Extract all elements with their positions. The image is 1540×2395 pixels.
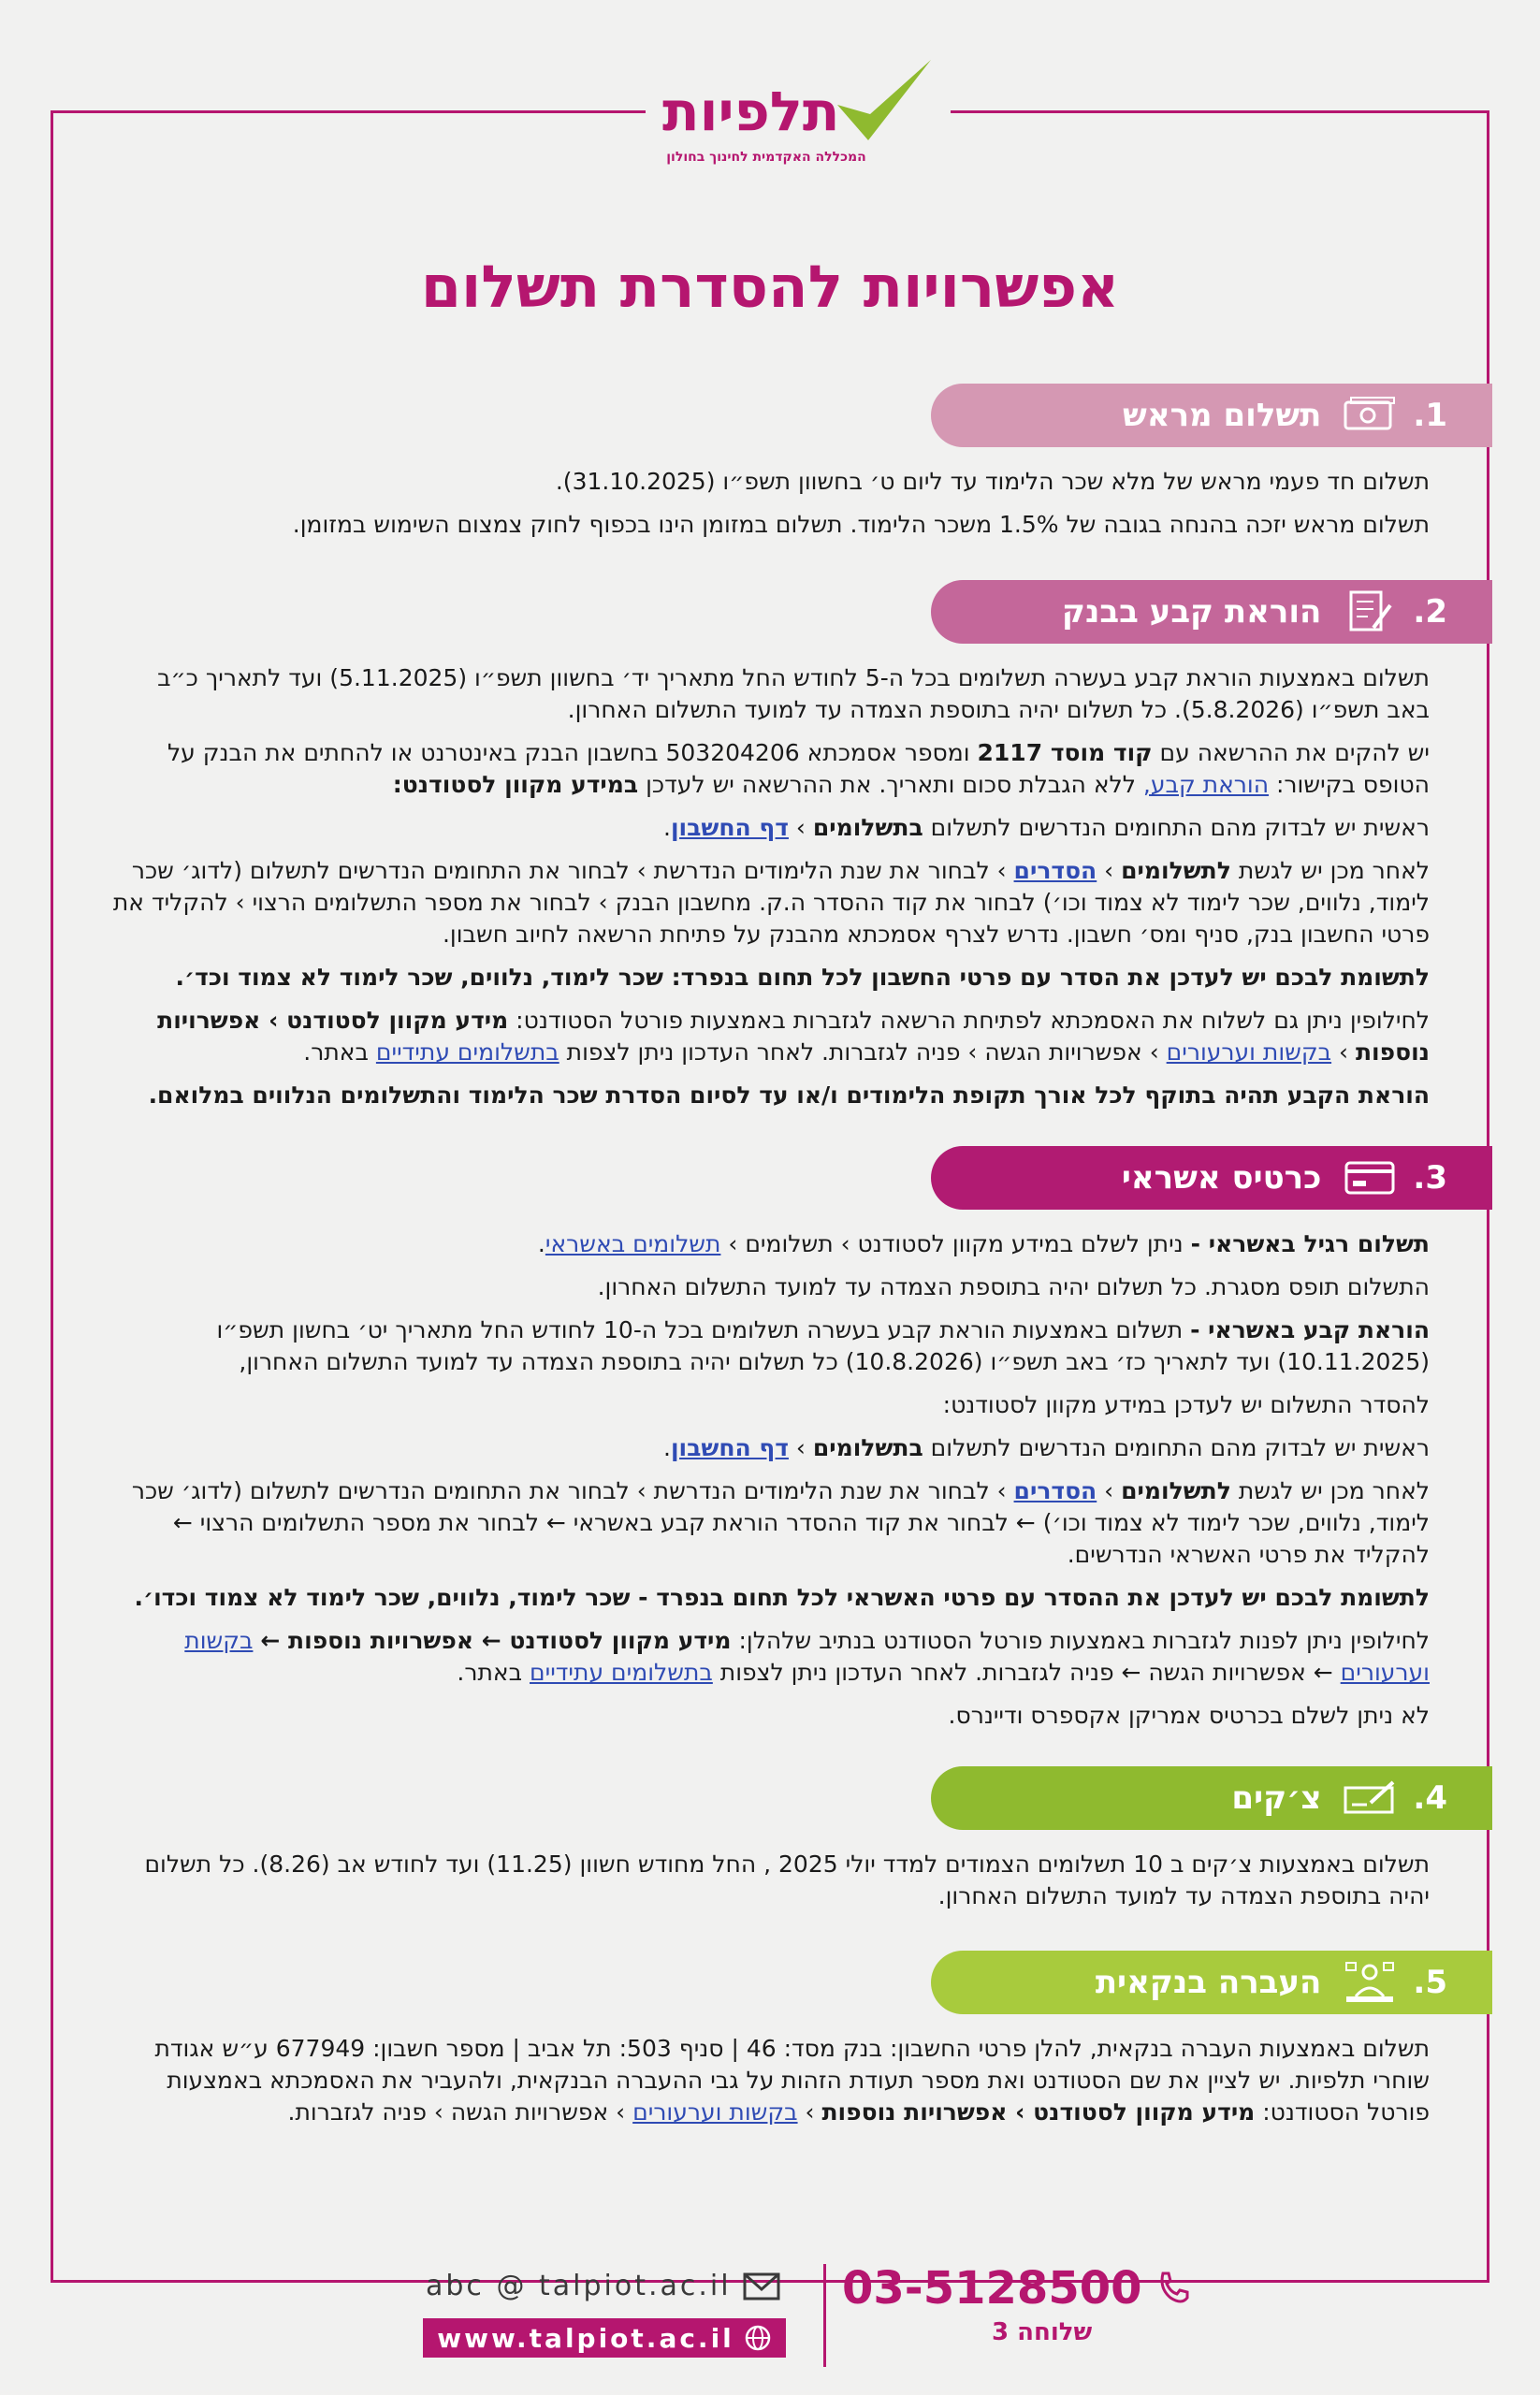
paragraph: תשלום חד פעמי מראש של מלא שכר הלימוד עד ליום ט׳ בחשוון תשפ״ו (31.10.2025). (555, 468, 1430, 495)
section-title: כרטיס אשראי (1121, 1159, 1322, 1197)
paragraph: לחילופין ניתן לפנות לגזברות באמצעות פורטל הסטודנט בנתיב שלהלן: מידע מקוון לסטודנט ← אפשרויות נוספות ← בקשות וערעורים ← אפשרויות הגשה ← פניה לגזברות. לאחר העדכון ניתן לצפות בתשלומים עתידיים באתר. (184, 1627, 1430, 1686)
requests-appeals-link[interactable]: בקשות וערעורים (184, 1627, 1430, 1686)
section-title: העברה בנקאית (1095, 1964, 1322, 2001)
section-title: צ׳קים (1231, 1779, 1322, 1817)
paragraph: לאחר מכן יש לגשת לתשלומים › הסדרים › לבחור את שנת הלימודים הנדרשת › לבחור את התחומים הנדרשים לתשלום (לדוג׳ שכר לימוד, נלווים, שכר לימוד לא צמוד וכו׳) לבחור את קוד ההסדר ה.ק. מחשבון הבנק › לבחור את מספר התשלומים הרצוי › להקליד את פרטי החשבון בנק, סניף ומס׳ חשבון. נדרש לצרף אסמכתא מהבנק על פתיחת הרשאה לחיוב חשבון. (112, 857, 1430, 948)
logo-subtitle: המכללה האקדמית לחינוך בחולון (666, 150, 866, 165)
checkmark-icon (833, 56, 936, 150)
paragraph: לתשומת לבכם יש לעדכן את הסדר עם פרטי החשבון לכל תחום בנפרד: שכר לימוד, נלווים, שכר לימוד לא צמוד וכד׳. (175, 964, 1430, 991)
logo (646, 56, 951, 174)
bank-transfer-icon (1340, 1958, 1400, 2007)
email-address[interactable]: abc @ talpiot.ac.il (426, 2270, 780, 2302)
requests-appeals-link[interactable]: בקשות וערעורים (632, 2098, 798, 2126)
credit-payments-link[interactable]: תשלומים באשראי (545, 1230, 721, 1257)
section-number: 5. (1413, 1964, 1447, 2001)
section-title: תשלום מראש (1123, 397, 1322, 434)
phone-icon (1154, 2270, 1191, 2307)
requests-appeals-link[interactable]: בקשות וערעורים (1166, 1038, 1332, 1066)
phone-number[interactable]: 03-5128500 (842, 2262, 1191, 2315)
arrangements-link[interactable]: הסדרים (1013, 857, 1097, 884)
paragraph: הוראת הקבע תהיה בתוקף לכל אורך תקופת הלימודים ו/או עד לסיום הסדרת שכר הלימוד והתשלומים הנלווים במלואם. (148, 1081, 1430, 1109)
section-number: 1. (1413, 397, 1447, 434)
paragraph: יש להקים את ההרשאה עם קוד מוסד 2117 ומספר אסמכתא 503204206 בחשבון הבנק באינטרנט או להחתים את הבנק על הטופס בקישור: הוראת קבע, ללא הגבלת סכום ותאריך. את ההרשאה יש לעדכן במידע מקוון לסטודנט: (167, 739, 1430, 798)
section-header-credit-card (931, 1146, 1492, 1210)
footer-divider (823, 2264, 826, 2367)
phone-extension: שלוחה 3 (992, 2318, 1093, 2346)
paragraph: תשלום באמצעות צ׳קים ב 10 תשלומים הצמודים למדד יולי 2025 , החל מחודש חשוון (11.25) ועד לחודש אב (8.26). כל תשלום יהיה בתוספת הצמדה עד למועד התשלום האחרון. (144, 1851, 1430, 1909)
section-body-bank-transfer (110, 2033, 1430, 2140)
credit-card-icon (1340, 1154, 1400, 1202)
paragraph: תשלום באמצעות הוראת קבע בעשרה תשלומים בכל ה-5 לחודש החל מתאריך יד׳ בחשוון תשפ״ו (5.11.2025) ועד לתאריך כ״ב באב תשפ״ו (5.8.2026). כל תשלום יהיה בתוספת הצמדה עד למועד התשלום האחרון. (157, 664, 1430, 723)
paragraph: תשלום מראש יזכה בהנחה בגובה של 1.5% משכר הלימוד. תשלום במזומן הינו בכפוף לחוק צמצום השימוש במזומן. (292, 511, 1430, 538)
check-writing-icon (1340, 1774, 1400, 1822)
account-page-link[interactable]: דף החשבון (670, 1434, 789, 1461)
website-url[interactable]: www.talpiot.ac.il (423, 2318, 786, 2358)
paragraph: להסדר התשלום יש לעדכן במידע מקוון לסטודנט: (942, 1391, 1430, 1418)
section-number: 3. (1413, 1159, 1447, 1197)
section-body-credit-card (110, 1228, 1430, 1743)
paragraph: לא ניתן לשלם בכרטיס אמריקן אקספרס ודיינרס. (948, 1702, 1430, 1729)
section-body-advance-payment (110, 466, 1430, 552)
document-pen-icon (1340, 588, 1400, 636)
paragraph: תשלום רגיל באשראי - ניתן לשלם במידע מקוון לסטודנט › תשלומים › תשלומים באשראי. (537, 1230, 1430, 1257)
envelope-icon (743, 2272, 780, 2301)
paragraph: לאחר מכן יש לגשת לתשלומים › הסדרים › לבחור את שנת הלימודים הנדרשת › לבחור את התחומים הנדרשים לתשלום (לדוג׳ שכר לימוד, נלווים, שכר לימוד לא צמוד וכו׳) ← לבחור את קוד ההסדר הוראת קבע באשראי ← לבחור את מספר התשלומים הרצוי ← להקליד את פרטי האשראי הנדרשים. (131, 1477, 1430, 1568)
logo-name: תלפיות (662, 80, 840, 143)
section-title: הוראת קבע בבנק (1061, 593, 1322, 631)
paragraph: ראשית יש לבדוק מהם התחומים הנדרשים לתשלום בתשלומים › דף החשבון. (663, 1434, 1430, 1461)
paragraph: לתשומת לבכם יש לעדכן את ההסדר עם פרטי האשראי לכל תחום בנפרד - שכר לימוד, נלווים, שכר לימוד לא צמוד וכדו׳. (134, 1584, 1430, 1611)
paragraph: התשלום תופס מסגרת. כל תשלום יהיה בתוספת הצמדה עד למועד התשלום האחרון. (597, 1273, 1430, 1300)
section-header-advance-payment (931, 384, 1492, 447)
section-body-checks (110, 1849, 1430, 1923)
paragraph: ראשית יש לבדוק מהם התחומים הנדרשים לתשלום בתשלומים › דף החשבון. (663, 814, 1430, 841)
account-page-link[interactable]: דף החשבון (670, 814, 789, 841)
paragraph: לחילופין ניתן גם לשלוח את האסמכתא לפתיחת הרשאה לגזברות באמצעות פורטל הסטודנט: מידע מקוון לסטודנט › אפשרויות נוספות › בקשות וערעורים › אפשרויות הגשה › פניה לגזברות. לאחר העדכון ניתן לצפות בתשלומים עתידיים באתר. (157, 1007, 1430, 1066)
section-header-bank-transfer (931, 1951, 1492, 2014)
globe-icon (744, 2324, 772, 2352)
section-number: 2. (1413, 593, 1447, 631)
section-number: 4. (1413, 1779, 1447, 1817)
standing-order-link[interactable]: הוראת קבע, (1142, 771, 1270, 798)
paragraph: תשלום באמצעות העברה בנקאית, להלן פרטי החשבון: בנק מסד: 46 | סניף 503: תל אביב | מספר חשבון: 677949 ע״ש אגודת שוחרי תלפיות. יש לציין את שם הסטודנט ואת מספר תעודת הזהות על גבי ההעברה הבנקאית, ולהעביר את האסמכתא באמצעות פורטל הסטודנט: מידע מקוון לסטודנט › אפשרויות נוספות › בקשות וערעורים › אפשרויות הגשה › פניה לגזברות. (154, 2035, 1430, 2126)
page-title: אפשרויות להסדרת תשלום (420, 253, 1120, 321)
money-icon (1340, 391, 1400, 440)
future-payments-link[interactable]: בתשלומים עתידיים (375, 1038, 559, 1066)
section-header-checks (931, 1766, 1492, 1830)
paragraph: הוראת קבע באשראי - תשלום באמצעות הוראת קבע בעשרה תשלומים בכל ה-10 לחודש החל מתאריך יט׳ בחשון תשפ״ו (10.11.2025) ועד לתאריך כז׳ באב תשפ״ו (10.8.2026) כל תשלום יהיה בתוספת הצמדה עד למועד התשלום האחרון, (216, 1316, 1430, 1375)
section-body-bank-standing-order (110, 662, 1430, 1123)
arrangements-link[interactable]: הסדרים (1013, 1477, 1097, 1504)
future-payments-link[interactable]: בתשלומים עתידיים (530, 1659, 713, 1686)
section-header-bank-standing-order (931, 580, 1492, 644)
